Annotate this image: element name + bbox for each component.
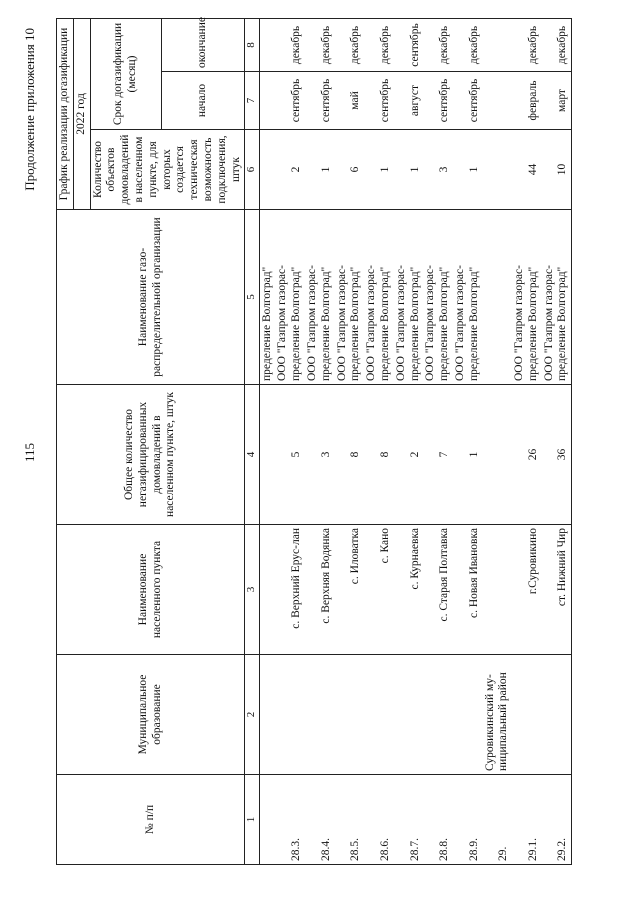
objects-count-cell: 1 (364, 130, 394, 210)
gas-organization-cell: ООО "Газпром газорас-пределение Волгоград" (275, 210, 305, 385)
header-end: окончание (162, 18, 245, 71)
end-month-cell: декабрь (423, 18, 453, 71)
start-month-cell: сентябрь (423, 72, 453, 130)
total-households-cell: 36 (542, 385, 572, 525)
header-total-households: Общее количество негазифицированных домовладений в населенном пункте, штук (57, 385, 245, 525)
table-row (423, 18, 453, 864)
settlement-cell: с. Кано (364, 525, 394, 655)
table-row (512, 18, 542, 864)
municipality-cell (453, 655, 483, 775)
end-month-cell: сентябрь (394, 18, 424, 71)
total-households-cell: 8 (364, 385, 394, 525)
total-households-cell: 1 (453, 385, 483, 525)
row-number: 28.5. (335, 775, 365, 865)
start-month-cell: май (335, 72, 365, 130)
total-households-cell (483, 385, 513, 525)
header-schedule-group: График реализации догазификации (57, 18, 74, 209)
settlement-cell: с. Новая Ивановка (453, 525, 483, 655)
column-number: 7 (245, 72, 259, 130)
municipality-cell (335, 655, 365, 775)
header-row-number: № п/п (57, 775, 245, 865)
settlement-cell: с. Иловатка (335, 525, 365, 655)
carry-over-row (259, 18, 275, 864)
gas-organization-cell: ООО "Газпром газорас-пределение Волгоград" (512, 210, 542, 385)
end-month-cell: декабрь (275, 18, 305, 71)
header-municipality: Муниципальное образование (57, 655, 245, 775)
settlement-cell: г.Суровикино (512, 525, 542, 655)
row-number: 29.1. (512, 775, 542, 865)
objects-count-cell: 6 (335, 130, 365, 210)
table-row (305, 18, 335, 864)
column-number: 3 (245, 525, 259, 655)
header-year: 2022 год (73, 18, 90, 209)
table-row (364, 18, 394, 864)
header-objects-count: Количество объектов домовладений в населенном пункте, для которых создается техническая возможность подключения, штук (90, 130, 245, 210)
end-month-cell: декабрь (364, 18, 394, 71)
municipality-cell (394, 655, 424, 775)
settlement-cell: ст. Нижний Чир (542, 525, 572, 655)
table-row (394, 18, 424, 864)
total-households-cell: 8 (335, 385, 365, 525)
objects-count-cell: 1 (453, 130, 483, 210)
municipality-cell (542, 655, 572, 775)
row-number: 28.3. (275, 775, 305, 865)
gas-organization-cell: ООО "Газпром газорас-пределение Волгоград" (335, 210, 365, 385)
settlement-cell: с. Верхняя Водянка (305, 525, 335, 655)
start-month-cell: сентябрь (364, 72, 394, 130)
total-households-cell: 26 (512, 385, 542, 525)
table-row (335, 18, 365, 864)
row-number: 28.8. (423, 775, 453, 865)
carry-over-text: пределение Волгоград" (259, 210, 275, 385)
column-number: 6 (245, 130, 259, 210)
gas-organization-cell: ООО "Газпром газорас-пределение Волгоград" (542, 210, 572, 385)
column-number: 2 (245, 655, 259, 775)
municipality-cell (364, 655, 394, 775)
column-number: 5 (245, 210, 259, 385)
municipality-cell: Суровикинский му-ниципальный район (483, 655, 513, 775)
table-row (542, 18, 572, 864)
objects-count-cell: 1 (305, 130, 335, 210)
column-number: 1 (245, 775, 259, 865)
objects-count-cell: 3 (423, 130, 453, 210)
end-month-cell (483, 18, 513, 71)
gasification-schedule-table (56, 18, 572, 865)
objects-count-cell: 10 (542, 130, 572, 210)
objects-count-cell: 2 (275, 130, 305, 210)
header-gas-organization: Наименование газо-распределительной организации (57, 210, 245, 385)
total-households-cell: 2 (394, 385, 424, 525)
start-month-cell: август (394, 72, 424, 130)
column-number: 8 (245, 18, 259, 71)
municipality-cell (423, 655, 453, 775)
header-start: начало (162, 72, 245, 130)
settlement-cell (483, 525, 513, 655)
municipality-cell (275, 655, 305, 775)
total-households-cell: 5 (275, 385, 305, 525)
column-number: 4 (245, 385, 259, 525)
appendix-title: Продолжение приложения 10 (22, 28, 37, 191)
settlement-cell: с. Старая Полтавка (423, 525, 453, 655)
table-body (259, 18, 572, 864)
objects-count-cell: 1 (394, 130, 424, 210)
settlement-cell: с. Верхний Ерус-лан (275, 525, 305, 655)
row-number: 29.2. (542, 775, 572, 865)
gas-organization-cell: ООО "Газпром газорас-пределение Волгоград" (364, 210, 394, 385)
column-number-row (245, 18, 259, 864)
table-row (275, 18, 305, 864)
gas-organization-cell (483, 210, 513, 385)
gas-organization-cell: ООО "Газпром газорас-пределение Волгоград" (423, 210, 453, 385)
row-number: 28.9. (453, 775, 483, 865)
total-households-cell: 3 (305, 385, 335, 525)
start-month-cell: сентябрь (453, 72, 483, 130)
municipality-cell (512, 655, 542, 775)
municipality-cell (305, 655, 335, 775)
end-month-cell: декабрь (335, 18, 365, 71)
start-month-cell: сентябрь (305, 72, 335, 130)
objects-count-cell: 44 (512, 130, 542, 210)
end-month-cell: декабрь (542, 18, 572, 71)
row-number: 28.4. (305, 775, 335, 865)
table-row (453, 18, 483, 864)
gas-organization-cell: ООО "Газпром газорас-пределение Волгоград" (453, 210, 483, 385)
page-number: 115 (22, 442, 37, 463)
end-month-cell: декабрь (453, 18, 483, 71)
start-month-cell: сентябрь (275, 72, 305, 130)
header-settlement: Наименование населенного пункта (57, 525, 245, 655)
gas-organization-cell: ООО "Газпром газорас-пределение Волгоград" (305, 210, 335, 385)
row-number: 28.7. (394, 775, 424, 865)
table-row (483, 18, 513, 864)
row-number: 28.6. (364, 775, 394, 865)
row-number: 29. (483, 775, 513, 865)
start-month-cell: февраль (512, 72, 542, 130)
header-deadline-group: Срок догазификации (месяц) (90, 18, 162, 129)
gas-organization-cell: ООО "Газпром газорас-пределение Волгоград" (394, 210, 424, 385)
end-month-cell: декабрь (512, 18, 542, 71)
end-month-cell: декабрь (305, 18, 335, 71)
start-month-cell: март (542, 72, 572, 130)
settlement-cell: с. Курнаевка (394, 525, 424, 655)
objects-count-cell (483, 130, 513, 210)
total-households-cell: 7 (423, 385, 453, 525)
start-month-cell (483, 72, 513, 130)
